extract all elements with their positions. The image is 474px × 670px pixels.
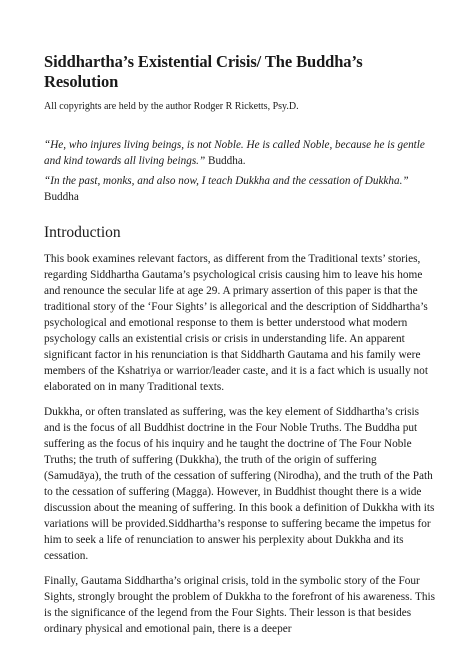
paragraph-3: Finally, Gautama Siddhartha’s original crisis, told in the symbolic story of the Four Sights, strongly brought the problem of Dukkha to the forefront of his awareness. This is the significance of the legend from the Four Sights. Their lesson is that besides ordinary physical and emotional pain, there is a deeper <box>44 575 436 635</box>
copyright-notice: All copyrights are held by the author Rodger R Ricketts, Psy.D. <box>44 101 299 112</box>
section-heading-introduction: Introduction <box>44 224 121 241</box>
quote-2-attribution: Buddha <box>44 191 79 203</box>
paragraph-2: Dukkha, or often translated as suffering, was the key element of Siddhartha’s crisis and is the focus of all Buddhist doctrine in the Four Noble Truths. The Buddha put suffering as the focus of his inquiry and he taught the doctrine of The Four Noble Truths; the truth of suffering (Dukkha), the truth of the origin of suffering (Samudāya), the truth of the cessation of suffering (Nirodha), and the truth of the Path to the cessation of suffering (Magga). However, in Buddhist thought there is a wide discussion about the meaning of suffering. In this book a definition of Dukkha with its variations will be provided.Siddhartha’s response to suffering became the impetus for him to seek a life of renunciation to answer his perplexity about Dukkha and its cessation. <box>44 406 435 562</box>
epigraph-quote-1 <box>44 137 436 169</box>
quote-1-attribution: Buddha. <box>205 155 246 167</box>
epigraph-quotes <box>44 137 436 205</box>
document-page <box>44 52 436 646</box>
quote-1-text: “He, who injures living beings, is not Noble. He is called Noble, because he is gentle and kind towards all living beings.” <box>44 139 425 167</box>
document-title: Siddhartha’s Existential Crisis/ The Buddha’s Resolution <box>44 52 363 91</box>
paragraph-1: This book examines relevant factors, as different from the Traditional texts’ stories, regarding Siddhartha Gautama’s psychological crisis causing him to leave his home and renounce the secular life at age 29. A primary assertion of this paper is that the traditional story of the ‘Four Sights’ is allegorical and the description of Siddhartha’s psychological and emotional response to them is better understood what modern psychology calls an existential crisis or crisis in understanding life. An apparent significant factor in his renunciation is that Siddharth Gautama and his family were members of the Kshatriya or warrior/leader caste, and it is a fact which is usually not elaborated on in many Traditional texts. <box>44 253 428 393</box>
epigraph-quote-2: “In the past, monks, and also now, I teach Dukkha and the cessation of Dukkha.” <box>44 175 409 187</box>
